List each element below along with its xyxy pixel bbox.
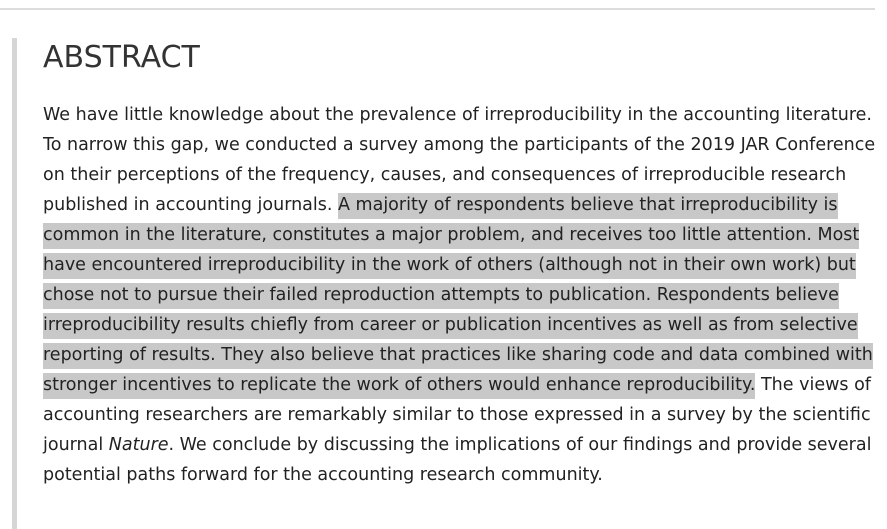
top-divider bbox=[0, 8, 875, 10]
abstract-section bbox=[12, 38, 875, 529]
journal-name[interactable]: Nature bbox=[108, 435, 169, 455]
abstract-heading: ABSTRACT bbox=[43, 40, 200, 75]
abstract-text-intro[interactable]: We have little knowledge about the prevalence of irreproducibility in the accounting literature. To narrow this gap, we conducted a survey among the participants of the 2019 JAR Conference on their perceptions of the frequency, causes, and consequences of irreproducible research published in accounting journals. bbox=[43, 105, 876, 215]
abstract-text-conclusion[interactable]: . We conclude by discussing the implications of our findings and provide several potential paths forward for the accounting research community. bbox=[43, 435, 872, 485]
abstract-body[interactable] bbox=[43, 100, 878, 490]
selected-text-highlight[interactable]: A majority of respondents believe that irreproducibility is common in the literature, constitutes a major problem, and receives too little attention. Most have encountered irreproducibility in the work of others (although not in their own work) but chose not to pursue their failed reproduction attempts to publication. Respondents believe irreproducibility results chiefly from career or publication incentives as well as from selective reporting of results. They also believe that practices like sharing code and data combined with stronger incentives to replicate the work of others would enhance reproducibility. bbox=[43, 193, 873, 399]
abstract-text-continuation[interactable]: The views of accounting researchers are remarkably similar to those expressed in a survey by the scientific journal bbox=[43, 375, 871, 455]
